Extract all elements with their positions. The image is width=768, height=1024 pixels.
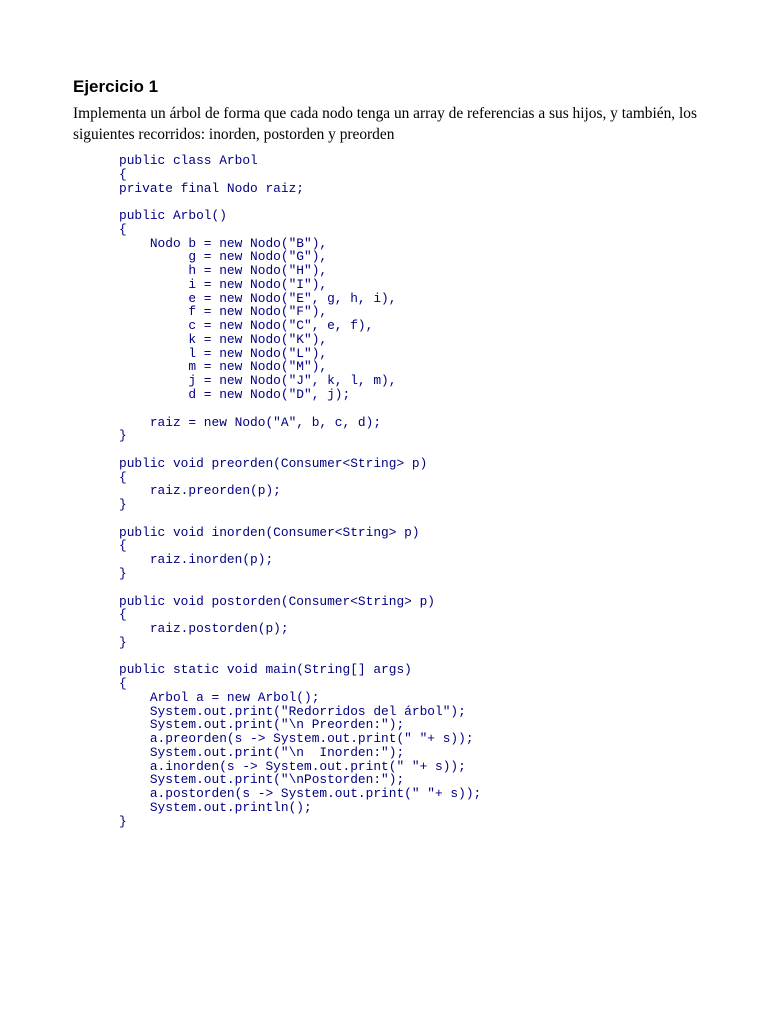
- code-line: public Arbol(): [119, 208, 227, 224]
- code-line: }: [119, 428, 127, 444]
- code-line: System.out.print("Redorridos del árbol");: [119, 703, 466, 719]
- code-line: System.out.print("\n Inorden:");: [119, 744, 405, 760]
- code-block: [119, 154, 481, 829]
- code-line: }: [119, 813, 127, 829]
- code-line: }: [119, 634, 127, 650]
- exercise-heading: Ejercicio 1: [73, 77, 159, 96]
- code-line: {: [119, 607, 127, 623]
- code-line: {: [119, 676, 127, 692]
- code-line: [119, 581, 481, 595]
- code-line: private final Nodo raiz;: [119, 180, 304, 196]
- code-line: Arbol a = new Arbol();: [119, 689, 320, 705]
- code-line: a.preorden(s -> System.out.print(" "+ s));: [119, 731, 474, 747]
- code-line: j = new Nodo("J", k, l, m),: [119, 373, 397, 389]
- code-line: }: [119, 565, 127, 581]
- code-line: raiz = new Nodo("A", b, c, d);: [119, 414, 382, 430]
- code-line: a.inorden(s -> System.out.print(" "+ s));: [119, 758, 466, 774]
- code-line: System.out.print("\nPostorden:");: [119, 772, 405, 788]
- code-line: public static void main(String[] args): [119, 662, 412, 678]
- code-line: }: [119, 497, 127, 513]
- code-line: c = new Nodo("C", e, f),: [119, 318, 374, 334]
- code-line: public void postorden(Consumer<String> p): [119, 593, 436, 609]
- code-line: e = new Nodo("E", g, h, i),: [119, 290, 397, 306]
- code-line: {: [119, 221, 127, 237]
- code-line: {: [119, 469, 127, 485]
- code-line: [119, 650, 481, 664]
- code-line: public class Arbol: [119, 153, 258, 168]
- code-line: public void preorden(Consumer<String> p): [119, 455, 428, 471]
- code-line: raiz.preorden(p);: [119, 483, 281, 499]
- code-line: public void inorden(Consumer<String> p): [119, 524, 420, 540]
- code-line: a.postorden(s -> System.out.print(" "+ s));: [119, 786, 482, 802]
- code-line: i = new Nodo("I"),: [119, 276, 328, 292]
- code-line: m = new Nodo("M"),: [119, 359, 328, 375]
- code-line: [119, 512, 481, 526]
- code-line: {: [119, 166, 127, 182]
- code-line: [119, 195, 481, 209]
- code-line: k = new Nodo("K"),: [119, 331, 328, 347]
- code-line: System.out.println();: [119, 799, 312, 815]
- code-line: {: [119, 538, 127, 554]
- code-line: raiz.postorden(p);: [119, 621, 289, 637]
- code-line: Nodo b = new Nodo("B"),: [119, 235, 328, 251]
- code-line: raiz.inorden(p);: [119, 552, 274, 568]
- code-line: [119, 402, 481, 416]
- code-line: g = new Nodo("G"),: [119, 249, 328, 265]
- code-line: h = new Nodo("H"),: [119, 263, 328, 279]
- code-line: d = new Nodo("D", j);: [119, 387, 351, 403]
- code-line: l = new Nodo("L"),: [119, 345, 328, 361]
- code-line: [119, 443, 481, 457]
- code-line: System.out.print("\n Preorden:");: [119, 717, 405, 733]
- exercise-description: Implementa un árbol de forma que cada nodo tenga un array de referencias a sus hijos, y también, los siguientes recorridos: inorden, postorden y preorden: [73, 105, 697, 143]
- code-line: f = new Nodo("F"),: [119, 304, 328, 320]
